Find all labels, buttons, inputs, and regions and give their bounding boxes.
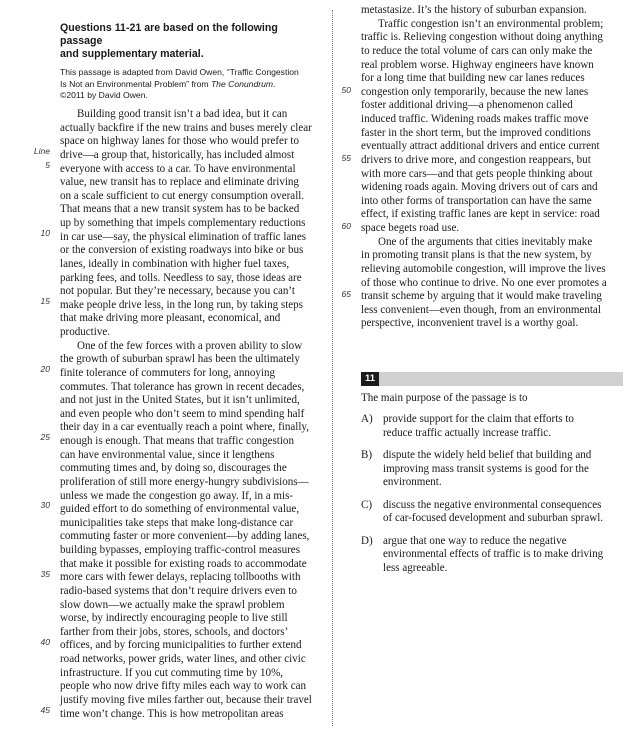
passage-line: induced traffic. Widening roads makes traffic move bbox=[361, 113, 589, 125]
passage-line: value, new transit has to replace and eliminate driving bbox=[60, 176, 299, 189]
passage-line: drivers to drive more, and congestion reappears, but bbox=[361, 153, 591, 166]
passage-line: in car use—say, the physical elimination of traffic lanes bbox=[60, 230, 307, 243]
passage-line: One of the few forces with a proven ability to slow bbox=[77, 339, 303, 352]
passage-line: space begets road use. bbox=[361, 222, 460, 234]
answer-choice-d[interactable] bbox=[361, 535, 623, 576]
choice-text-line: less agreeable. bbox=[383, 561, 448, 574]
line-number-60: 60 bbox=[341, 221, 351, 231]
passage-line: people who now drive fifty miles each way to work can bbox=[60, 680, 307, 693]
choice-letter: C) bbox=[361, 498, 373, 511]
paragraph-2 bbox=[60, 340, 318, 722]
passage-line: offices, and by forcing municipalities to further extend bbox=[60, 639, 302, 652]
line-number-10: 10 bbox=[40, 228, 50, 238]
line-number-25: 25 bbox=[40, 432, 50, 442]
passage-line: enough is enough. That means that traffic congestion bbox=[60, 435, 294, 448]
line-number-55: 55 bbox=[341, 153, 351, 163]
passage-line: foster additional driving—a phenomenon called bbox=[361, 99, 573, 112]
passage-line: congestion only temporarily, because the new lanes bbox=[361, 85, 589, 98]
passage-line: real problem worse. Highway engineers have known bbox=[361, 58, 594, 71]
passage-line: radio-based systems that don’t require drivers even to bbox=[60, 584, 297, 597]
passage-line: commuting faster or more convenient—by adding lanes, bbox=[60, 530, 310, 543]
question-stem: The main purpose of the passage is to bbox=[361, 392, 528, 404]
question-header-bar bbox=[361, 372, 623, 386]
line-number-15: 15 bbox=[40, 296, 50, 306]
choice-text bbox=[383, 499, 623, 526]
passage-line: slow down—we actually make the sprawl problem bbox=[60, 598, 285, 611]
paragraph-3 bbox=[361, 18, 627, 236]
choice-text-line: provide support for the claim that efforts to bbox=[383, 413, 574, 425]
column-divider bbox=[332, 10, 333, 726]
passage-line: in promoting transit plans is that the new system, by bbox=[361, 249, 592, 262]
choice-text bbox=[383, 413, 623, 440]
passage-line: actually backfire if the new trains and buses merely clear bbox=[60, 121, 312, 134]
line-number-5: 5 bbox=[45, 160, 50, 170]
passage-line: eventually attract additional drivers and entice current bbox=[361, 140, 600, 153]
line-number-50: 50 bbox=[341, 85, 351, 95]
line-number-45: 45 bbox=[40, 705, 50, 715]
questions-heading: Questions 11-21 are based on the following passage and supplementary material. bbox=[60, 22, 278, 60]
passage-line: into other forms of transportation can have the same bbox=[361, 194, 592, 207]
passage-line: with more cars—and that gets people thinking about bbox=[361, 167, 593, 180]
passage-line: relieving automobile congestion, will improve the lives bbox=[361, 262, 606, 275]
passage-line: on a scale sufficient to cut energy consumption overall. bbox=[60, 189, 305, 202]
passage-line: finite tolerance of commuters for long, annoying bbox=[60, 366, 276, 379]
passage-line: building bypasses, employing traffic-control measures bbox=[60, 544, 301, 557]
answer-choice-b[interactable] bbox=[361, 449, 623, 490]
passage-line: metastasize. It’s the history of suburban expansion. bbox=[361, 4, 587, 16]
passage-line: commutes. That tolerance has grown in recent decades, bbox=[60, 380, 305, 393]
passage-line: traffic is. Relieving congestion without doing anything bbox=[361, 31, 603, 44]
passage-line: make people drive less, in the long run, by taking steps bbox=[60, 298, 303, 311]
choice-text-line: discuss the negative environmental consequences bbox=[383, 498, 602, 511]
passage-line: farther from their jobs, stores, schools, and doctors’ bbox=[60, 625, 289, 638]
choice-text-line: environmental effects of traffic is to make driving bbox=[383, 548, 604, 560]
passage-line: worse, by indirectly encouraging people to live still bbox=[60, 612, 288, 625]
passage-line: guided effort to do something of environmental value, bbox=[60, 503, 300, 516]
choice-text-line: of car-focused development and suburban sprawl. bbox=[383, 512, 604, 524]
question-number: 11 bbox=[361, 372, 379, 386]
passage-line: One of the arguments that cities inevitably make bbox=[378, 235, 593, 248]
answer-choice-c[interactable] bbox=[361, 499, 623, 526]
passage-line: Traffic congestion isn’t an environmental problem; bbox=[378, 17, 604, 30]
line-number-40: 40 bbox=[40, 637, 50, 647]
book-title: The Conundrum bbox=[210, 78, 274, 89]
passage-left bbox=[60, 108, 318, 721]
passage-line: faster in the short term, but the improved conditions bbox=[361, 126, 591, 139]
passage-line: transit scheme by arguing that it would make traveling bbox=[361, 290, 602, 303]
choice-text-line: argue that one way to reduce the negative bbox=[383, 534, 567, 547]
passage-line: space on highway lanes for those who would prefer to bbox=[60, 135, 299, 148]
passage-line: road networks, power grids, water lines, and other civic bbox=[60, 653, 306, 666]
left-column bbox=[60, 22, 318, 721]
choice-text bbox=[383, 535, 623, 576]
line-number-35: 35 bbox=[40, 569, 50, 579]
passage-line: widening roads again. Moving drivers out of cars and bbox=[361, 181, 598, 194]
passage-line: parking fees, and tolls. Needless to say, those ideas are bbox=[60, 271, 302, 284]
answer-choice-a[interactable] bbox=[361, 413, 623, 440]
passage-line: up by something that impels complementary reductions bbox=[60, 217, 306, 230]
passage-line: lanes, ideally in combination with higher fuel taxes, bbox=[60, 257, 290, 270]
passage-line: time won’t change. This is how metropolitan areas bbox=[60, 707, 284, 720]
passage-line: infrastructure. If you cut commuting time by 10%, bbox=[60, 666, 284, 679]
question-block bbox=[361, 391, 623, 584]
passage-line: of those who continue to drive. No one ever promotes a bbox=[361, 276, 607, 289]
right-column bbox=[361, 4, 627, 331]
passage-line: can have environmental value, since it lengthens bbox=[60, 448, 275, 461]
passage-line: and not just in the United States, but it isn’t unlimited, bbox=[60, 394, 300, 407]
choice-text-line: dispute the widely held belief that building and bbox=[383, 449, 592, 461]
passage-line: or the conversion of existing roadways into bike or bus bbox=[60, 244, 304, 257]
passage-line: proliferation of still more energy-hungry subdivisions— bbox=[60, 475, 309, 488]
passage-line: justify moving five miles farther out, because their travel bbox=[60, 693, 312, 706]
passage-right bbox=[361, 4, 627, 331]
choice-text-line: reduce traffic actually increase traffic. bbox=[383, 426, 551, 439]
passage-line: that make driving more pleasant, economical, and bbox=[60, 312, 281, 325]
passage-line: the growth of suburban sprawl has been the ultimately bbox=[60, 353, 300, 366]
line-number-65: 65 bbox=[341, 289, 351, 299]
passage-line: less convenient—even though, from an environmental bbox=[361, 303, 601, 316]
passage-line: that make it possible for existing roads to accommodate bbox=[60, 557, 307, 570]
passage-line: to reduce the total volume of cars can only make the bbox=[361, 44, 593, 57]
passage-line: and even people who don’t seem to mind spending half bbox=[60, 407, 305, 420]
passage-line: effect, if existing traffic lanes are kept in service: road bbox=[361, 208, 600, 221]
line-label: Line bbox=[33, 146, 50, 156]
passage-line: their day in a car eventually reach a point where, finally, bbox=[60, 421, 309, 434]
passage-line: productive. bbox=[60, 326, 111, 339]
choice-text-line: environment. bbox=[383, 476, 442, 488]
passage-line: municipalities take steps that make long-distance car bbox=[60, 516, 294, 529]
passage-line: everyone with access to a car. To have environmental bbox=[60, 162, 296, 175]
passage-line: drive—a group that, historically, has included almost bbox=[60, 148, 295, 161]
paragraph-1 bbox=[60, 108, 318, 340]
choice-letter: A) bbox=[361, 413, 373, 425]
paragraph-4 bbox=[361, 236, 627, 331]
passage-line: more cars with fewer delays, replacing tollbooths with bbox=[60, 571, 301, 584]
passage-line: That means that a new transit system has to be backed bbox=[60, 203, 300, 216]
passage-line: commuting times and, by doing so, discourages the bbox=[60, 462, 287, 475]
choice-letter: B) bbox=[361, 449, 373, 461]
line-number-20: 20 bbox=[40, 364, 50, 374]
answer-choices bbox=[361, 413, 623, 575]
passage-line: not popular. But they’re necessary, because you can’t bbox=[60, 285, 295, 298]
passage-source-intro: This passage is adapted from David Owen, “Traffic Congestion Is Not an Environmental Problem” from The Conundrum. ©2011 by David Owen. bbox=[60, 67, 299, 101]
passage-line: unless we made the congestion go away. If, in a mis- bbox=[60, 489, 294, 502]
choice-text-line: improving mass transit systems is good for the bbox=[383, 462, 589, 475]
line-number-30: 30 bbox=[40, 500, 50, 510]
choice-letter: D) bbox=[361, 534, 373, 547]
choice-text bbox=[383, 449, 623, 490]
passage-line: Building good transit isn’t a bad idea, but it can bbox=[77, 108, 288, 121]
paragraph-2-continued bbox=[361, 4, 627, 18]
passage-line: perspective, inconvenient travel is a worthy goal. bbox=[361, 317, 579, 330]
passage-line: for a long time that building new car lanes reduces bbox=[361, 72, 585, 85]
